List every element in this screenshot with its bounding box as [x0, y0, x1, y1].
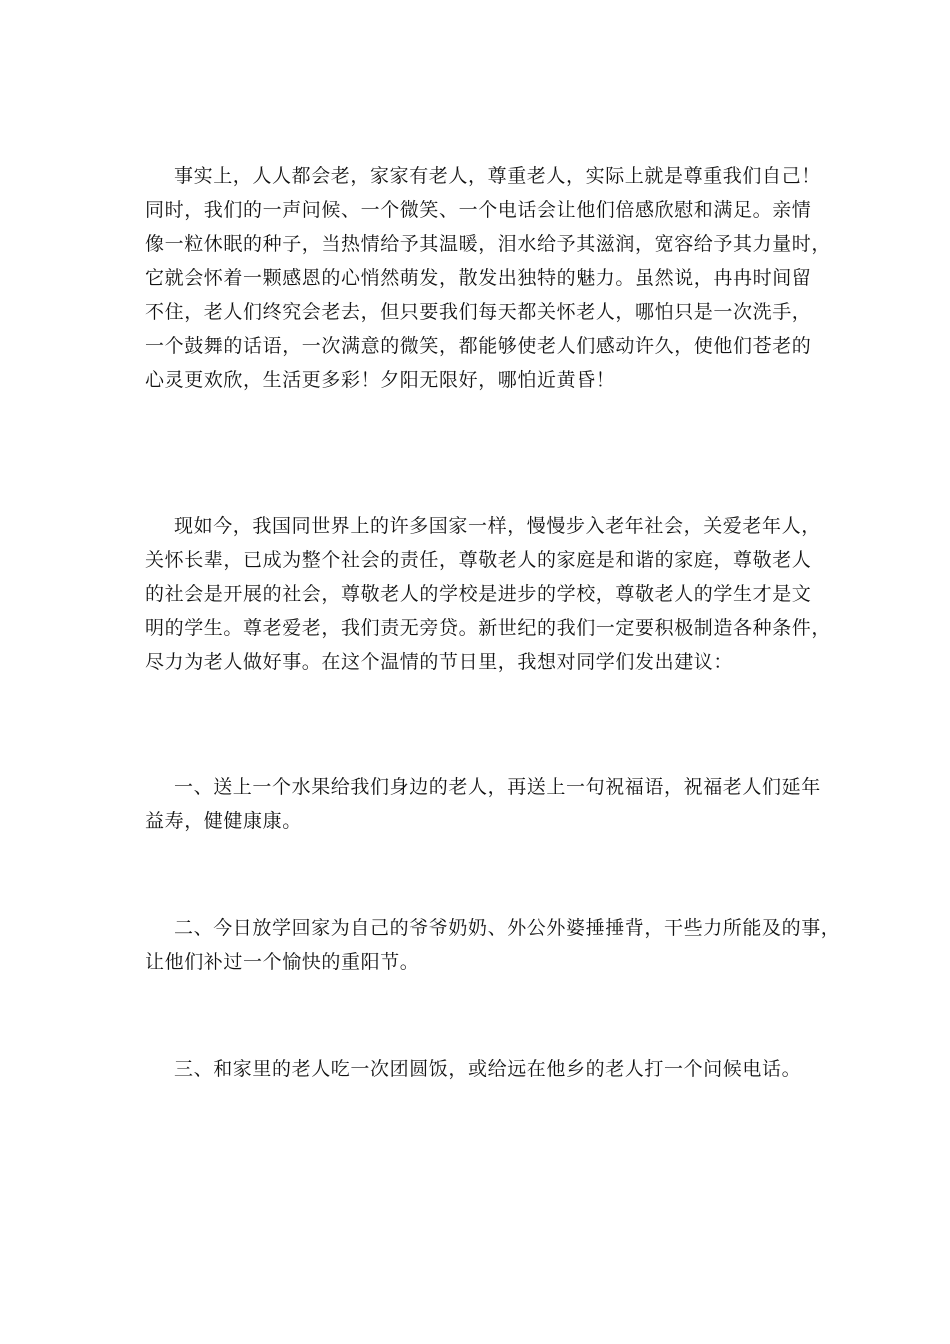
paragraph-line: 不住，老人们终究会老去，但只要我们每天都关怀老人，哪怕只是一次洗手，	[145, 301, 812, 323]
paragraph-line: 三、和家里的老人吃一次团圆饭，或给远在他乡的老人打一个问候电话。	[174, 1058, 802, 1080]
paragraph-line: 关怀长辈，已成为整个社会的责任，尊敬老人的家庭是和谐的家庭，尊敬老人	[145, 549, 812, 571]
paragraph-line: 它就会怀着一颗感恩的心悄然萌发，散发出独特的魅力。虽然说，冉冉时间留	[145, 267, 812, 289]
paragraph-line: 现如今，我国同世界上的许多国家一样，慢慢步入老年社会，关爱老年人，	[174, 515, 821, 537]
paragraph-line: 心灵更欢欣，生活更多彩！夕阳无限好，哪怕近黄昏！	[145, 369, 616, 391]
suggestion-item-3	[145, 1052, 801, 1086]
paragraph-line: 同时，我们的一声问候、一个微笑、一个电话会让他们倍感欣慰和满足。亲情	[145, 199, 812, 221]
paragraph-line: 一个鼓舞的话语，一次满意的微笑，都能够使老人们感动许久，使他们苍老的	[145, 335, 812, 357]
paragraph-line: 的社会是开展的社会，尊敬老人的学校是进步的学校，尊敬老人的学生才是文	[145, 583, 812, 605]
suggestion-item-1	[145, 770, 821, 838]
paragraph-line: 像一粒休眠的种子，当热情给予其温暖，泪水给予其滋润，宽容给予其力量时，	[145, 233, 832, 255]
paragraph-line: 二、今日放学回家为自己的爷爷奶奶、外公外婆捶捶背，干些力所能及的事，	[174, 917, 841, 939]
paragraph-line: 事实上，人人都会老，家家有老人，尊重老人，实际上就是尊重我们自己！	[174, 165, 821, 187]
paragraph-line: 一、送上一个水果给我们身边的老人，再送上一句祝福语，祝福老人们延年	[174, 776, 821, 798]
paragraph-line: 尽力为老人做好事。在这个温情的节日里，我想对同学们发出建议：	[145, 651, 734, 673]
paragraph-line: 让他们补过一个愉快的重阳节。	[145, 951, 420, 973]
paragraph-line: 明的学生。尊老爱老，我们责无旁贷。新世纪的我们一定要积极制造各种条件，	[145, 617, 832, 639]
paragraph-line: 益寿，健健康康。	[145, 810, 302, 832]
paragraph-aging-society	[145, 509, 831, 679]
suggestion-item-2	[145, 911, 840, 979]
paragraph-respect-elders	[145, 159, 831, 397]
